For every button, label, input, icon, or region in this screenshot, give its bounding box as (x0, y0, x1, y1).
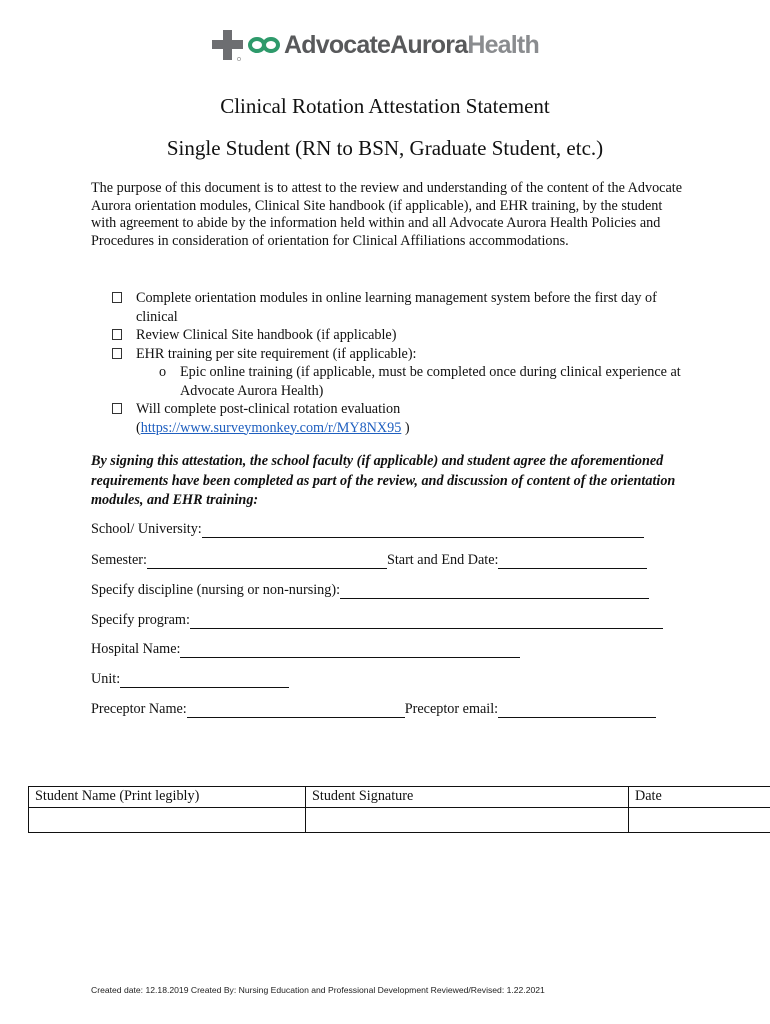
program-input-line[interactable] (190, 613, 663, 629)
checklist-item: Will complete post-clinical rotation evaluation (https://www.surveymonkey.com/r/MY8NX95 ) (112, 400, 692, 437)
checklist-item: Review Clinical Site handbook (if applicable) (112, 326, 692, 345)
survey-link[interactable]: https://www.surveymonkey.com/r/MY8NX95 (140, 419, 402, 436)
student-name-header: Student Name (Print legibly) (29, 787, 306, 808)
semester-field: Semester: Start and End Date: (91, 549, 647, 569)
checkbox-icon[interactable] (112, 292, 122, 303)
student-signature-header: Student Signature (306, 787, 629, 808)
cross-icon (212, 28, 244, 62)
checklist-item: Complete orientation modules in online learning management system before the first day of clinical (112, 289, 692, 326)
checkbox-icon[interactable] (112, 348, 122, 359)
checklist-subitem: o Epic online training (if applicable, must be completed once during clinical experience at Advocate Aurora Health) (159, 364, 681, 399)
table-row (29, 787, 770, 808)
date-header: Date (629, 787, 770, 808)
document-title: Clinical Rotation Attestation Statement (220, 94, 550, 118)
dates-input-line[interactable] (498, 553, 647, 569)
checkbox-icon[interactable] (112, 403, 122, 414)
discipline-input-line[interactable] (340, 583, 649, 599)
sub-bullet: o (159, 364, 167, 380)
preceptor-name-input-line[interactable] (187, 702, 405, 718)
infinity-icon (248, 35, 280, 55)
date-cell[interactable] (629, 808, 770, 833)
document-subtitle: Single Student (RN to BSN, Graduate Student, etc.) (166, 136, 604, 160)
footer-text: Created date: 12.18.2019 Created By: Nursing Education and Professional Development Reviewed/Revised: 1.22.2021 (91, 985, 545, 995)
unit-input-line[interactable] (120, 672, 289, 688)
preceptor-email-input-line[interactable] (498, 702, 656, 718)
intro-paragraph: The purpose of this document is to attest to the review and understanding of the content of the Advocate Aurora orientation modules, Clinical Site handbook (if applicable), and EHR training, by the student with agreement to abide by the information held within and all Advocate Aurora Health Policies and Procedures in consideration of orientation for Clinical Affiliations accommodations. (91, 180, 682, 249)
school-field: School/ University: (91, 518, 644, 538)
program-field: Specify program: (91, 609, 663, 629)
signature-table (28, 786, 770, 833)
attestation-statement: By signing this attestation, the school faculty (if applicable) and student agree the aforementioned requirements have been completed as part of the review, and discussion of content of the orientation modules, and EHR training: (91, 453, 676, 508)
checklist-item: EHR training per site requirement (if applicable): (112, 345, 692, 364)
semester-input-line[interactable] (147, 553, 387, 569)
logo-wordmark: AdvocateAuroraHealth (284, 31, 539, 59)
student-signature-cell[interactable] (306, 808, 629, 833)
student-name-cell[interactable] (29, 808, 306, 833)
discipline-field: Specify discipline (nursing or non-nursing): (91, 579, 649, 599)
hospital-field: Hospital Name: (91, 638, 520, 658)
hospital-input-line[interactable] (180, 642, 520, 658)
advocate-aurora-logo (212, 28, 539, 62)
unit-field: Unit: (91, 668, 289, 688)
table-row (29, 808, 770, 833)
checkbox-icon[interactable] (112, 329, 122, 340)
requirements-checklist (112, 289, 692, 437)
preceptor-field: Preceptor Name: Preceptor email: (91, 698, 656, 718)
school-input-line[interactable] (202, 522, 644, 538)
